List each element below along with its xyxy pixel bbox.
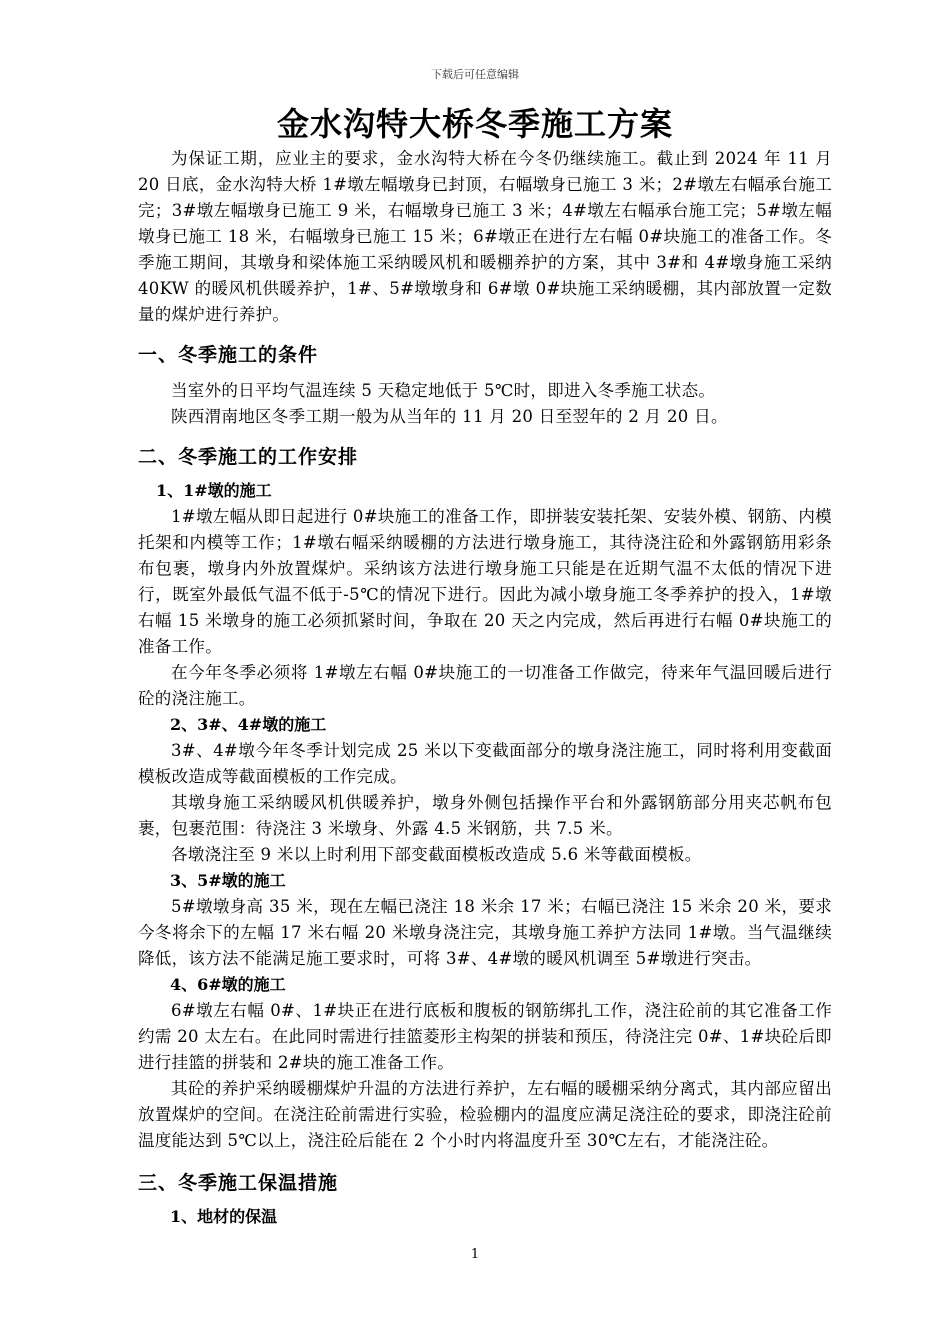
intro-paragraph: 为保证工期，应业主的要求，金水沟特大桥在今冬仍继续施工。截止到 2024 年 11 月 20 日底，金水沟特大桥 1#墩左幅墩身已封顶，右幅墩身已施工 3 米；2#墩左右幅承台施工完；3#墩左幅墩身已施工 9 米，右幅墩身已施工 3 米；4#墩左右幅承台施工完；5#墩左幅墩身已施工 18 米，右幅墩身已施工 15 米；6#墩正在进行左右幅 0#块施工的准备工作。冬季施工期间，其墩身和梁体施工采纳暖风机和暖棚养护的方案，其中 3#和 4#墩身施工采纳 40KW 的暖风机供暖养护，1#、5#墩墩身和 6#墩 0#块施工采纳暖棚，其内部放置一定数量的煤炉进行养护。 (138, 149, 832, 324)
section-2-3-paragraph-1: 5#墩墩身高 35 米，现在左幅已浇注 18 米余 17 米；右幅已浇注 15 米余 20 米，要求今冬将余下的左幅 17 米右幅 20 米墩身浇注完，其墩身施工养护方法同 1#墩。当气温继续降低，该方法不能满足施工要求时，可将 3#、4#墩的暖风机调至 5#墩进行突击。 (138, 897, 832, 968)
section-2-3-heading: 3、5#墩的施工 (170, 871, 286, 890)
section-2-2-paragraph-3: 各墩浇注至 9 米以上时利用下部变截面模板改造成 5.6 米等截面模板。 (171, 845, 702, 864)
section-2-4-paragraph-1: 6#墩左右幅 0#、1#块正在进行底板和腹板的钢筋绑扎工作，浇注砼前的其它准备工作约需 20 太左右。在此同时需进行挂篮菱形主构架的拼装和预压，待浇注完 0#、1#块砼后即进行挂篮的拼装和 2#块的施工准备工作。 (138, 1001, 832, 1072)
page-number: 1 (470, 1247, 480, 1262)
section-2-4-paragraph-2: 其砼的养护采纳暖棚煤炉升温的方法进行养护，左右幅的暖棚采纳分离式，其内部应留出放置煤炉的空间。在浇注砼前需进行实验，检验棚内的温度应满足浇注砼的要求，即浇注砼前温度能达到 5℃以上，浇注砼后能在 2 个小时内将温度升至 30℃左右，才能浇注砼。 (138, 1079, 832, 1150)
section-3-1-heading: 1、地材的保温 (170, 1207, 278, 1226)
section-2-heading: 二、冬季施工的工作安排 (138, 446, 359, 468)
section-2-2-heading: 2、3#、4#墩的施工 (170, 715, 327, 734)
document-body (138, 146, 832, 1230)
section-2-2-paragraph-1: 3#、4#墩今年冬季计划完成 25 米以下变截面部分的墩身浇注施工，同时将利用变截面模板改造成等截面模板的工作完成。 (138, 741, 832, 786)
section-2-1-heading: 1、1#墩的施工 (156, 481, 272, 500)
section-1-heading: 一、冬季施工的条件 (138, 344, 319, 366)
section-2-1-paragraph-1: 1#墩左幅从即日起进行 0#块施工的准备工作，即拼装安装托架、安装外模、钢筋、内模托架和内模等工作；1#墩右幅采纳暖棚的方法进行墩身施工，其待浇注砼和外露钢筋用彩条布包裹，墩身内外放置煤炉。采纳该方法进行墩身施工只能是在近期气温不太低的情况下进行，既室外最低气温不低于-5℃的情况下进行。因此为减小墩身施工冬季养护的投入，1#墩右幅 15 米墩身的施工必须抓紧时间，争取在 20 天之内完成，然后再进行右幅 0#块施工的准备工作。 (138, 507, 832, 656)
document-title: 金水沟特大桥冬季施工方案 (276, 105, 673, 143)
section-2-2-paragraph-2: 其墩身施工采纳暖风机供暖养护，墩身外侧包括操作平台和外露钢筋部分用夹芯帆布包裹，包裹范围：待浇注 3 米墩身、外露 4.5 米钢筋，共 7.5 米。 (138, 793, 832, 838)
section-3-heading: 三、冬季施工保温措施 (138, 1172, 339, 1194)
section-1-paragraph-2: 陕西渭南地区冬季工期一般为从当年的 11 月 20 日至翌年的 2 月 20 日。 (171, 407, 728, 426)
section-2-1-paragraph-2: 在今年冬季必须将 1#墩左右幅 0#块施工的一切准备工作做完，待来年气温回暖后进行砼的浇注施工。 (138, 663, 832, 708)
header-note: 下载后可任意编辑 (431, 68, 519, 81)
section-2-4-heading: 4、6#墩的施工 (170, 975, 286, 994)
section-1-paragraph-1: 当室外的日平均气温连续 5 天稳定地低于 5℃时，即进入冬季施工状态。 (171, 381, 716, 400)
